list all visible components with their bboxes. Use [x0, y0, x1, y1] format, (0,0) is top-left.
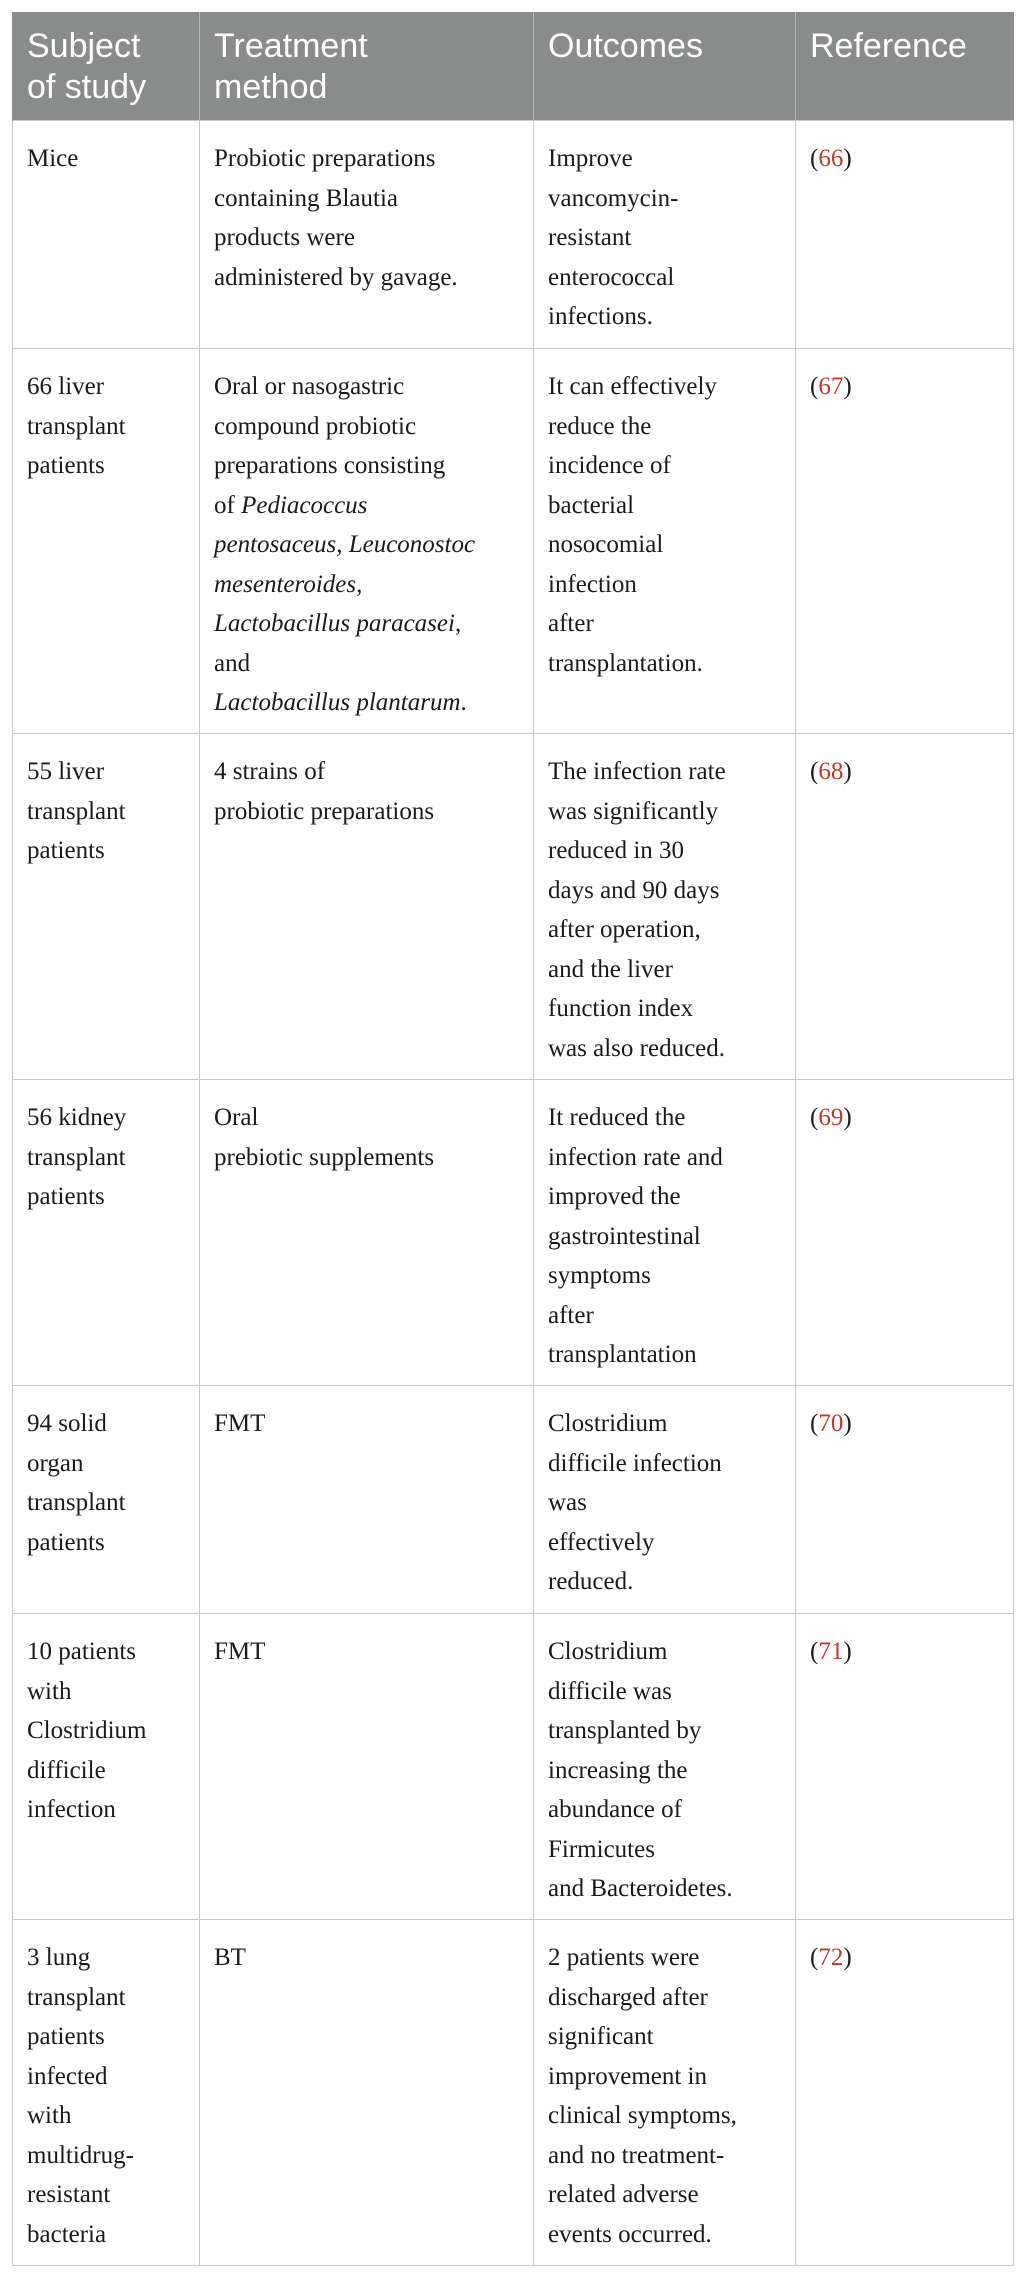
- cell-method: Probiotic preparations containing Blautia products were administered by gavage.: [200, 121, 534, 349]
- cell-method: 4 strains of probiotic preparations: [200, 734, 534, 1080]
- cell-subject: 3 lung transplant patients infected with multidrug- resistant bacteria: [13, 1920, 200, 2266]
- cell-reference: (71): [796, 1614, 1014, 1920]
- table-row: [13, 1080, 1014, 1386]
- cell-outcomes: It can effectively reduce the incidence of bacterial nosocomial infection after transplantation.: [534, 349, 796, 734]
- cell-subject: 55 liver transplant patients: [13, 734, 200, 1080]
- header-row: [13, 12, 1014, 121]
- header-outcomes: Outcomes: [534, 12, 796, 121]
- cell-method: FMT: [200, 1614, 534, 1920]
- cell-outcomes: The infection rate was significantly reduced in 30 days and 90 days after operation, and the liver function index was also reduced.: [534, 734, 796, 1080]
- header-method: Treatment method: [200, 12, 534, 121]
- cell-subject: 56 kidney transplant patients: [13, 1080, 200, 1386]
- cell-outcomes: Clostridium difficile infection was effectively reduced.: [534, 1386, 796, 1614]
- cell-outcomes: 2 patients were discharged after significant improvement in clinical symptoms, and no treatment- related adverse events occurred.: [534, 1920, 796, 2266]
- cell-subject: Mice: [13, 121, 200, 349]
- cell-outcomes: Improve vancomycin- resistant enterococcal infections.: [534, 121, 796, 349]
- cell-subject: 10 patients with Clostridium difficile infection: [13, 1614, 200, 1920]
- data-table: [12, 12, 1014, 2266]
- cell-outcomes: It reduced the infection rate and improved the gastrointestinal symptoms after transplantation: [534, 1080, 796, 1386]
- cell-reference: (69): [796, 1080, 1014, 1386]
- cell-method: BT: [200, 1920, 534, 2266]
- cell-reference: (68): [796, 734, 1014, 1080]
- cell-method: FMT: [200, 1386, 534, 1614]
- table-row: [13, 734, 1014, 1080]
- header-subject: Subject of study: [13, 12, 200, 121]
- cell-reference: (67): [796, 349, 1014, 734]
- cell-subject: 66 liver transplant patients: [13, 349, 200, 734]
- table-row: [13, 1386, 1014, 1614]
- cell-reference: (66): [796, 121, 1014, 349]
- header-reference: Reference: [796, 12, 1014, 121]
- cell-method: Oral prebiotic supplements: [200, 1080, 534, 1386]
- reference-link[interactable]: 69: [818, 1104, 844, 1131]
- reference-link[interactable]: 71: [818, 1638, 844, 1665]
- cell-outcomes: Clostridium difficile was transplanted by increasing the abundance of Firmicutes and Bacteroidetes.: [534, 1614, 796, 1920]
- reference-link[interactable]: 66: [818, 145, 844, 172]
- reference-link[interactable]: 70: [818, 1410, 844, 1437]
- cell-method: Oral or nasogastric compound probiotic preparations consisting of Pediacoccus pentosaceus, Leuconostoc mesenteroides, Lactobacillus paracasei, and Lactobacillus plantarum.: [200, 349, 534, 734]
- table-row: [13, 121, 1014, 349]
- reference-link[interactable]: 67: [818, 373, 844, 400]
- cell-reference: (70): [796, 1386, 1014, 1614]
- table-row: [13, 1614, 1014, 1920]
- table-row: [13, 1920, 1014, 2266]
- table-row: [13, 349, 1014, 734]
- cell-reference: (72): [796, 1920, 1014, 2266]
- cell-subject: 94 solid organ transplant patients: [13, 1386, 200, 1614]
- reference-link[interactable]: 72: [818, 1944, 844, 1971]
- reference-link[interactable]: 68: [818, 758, 844, 785]
